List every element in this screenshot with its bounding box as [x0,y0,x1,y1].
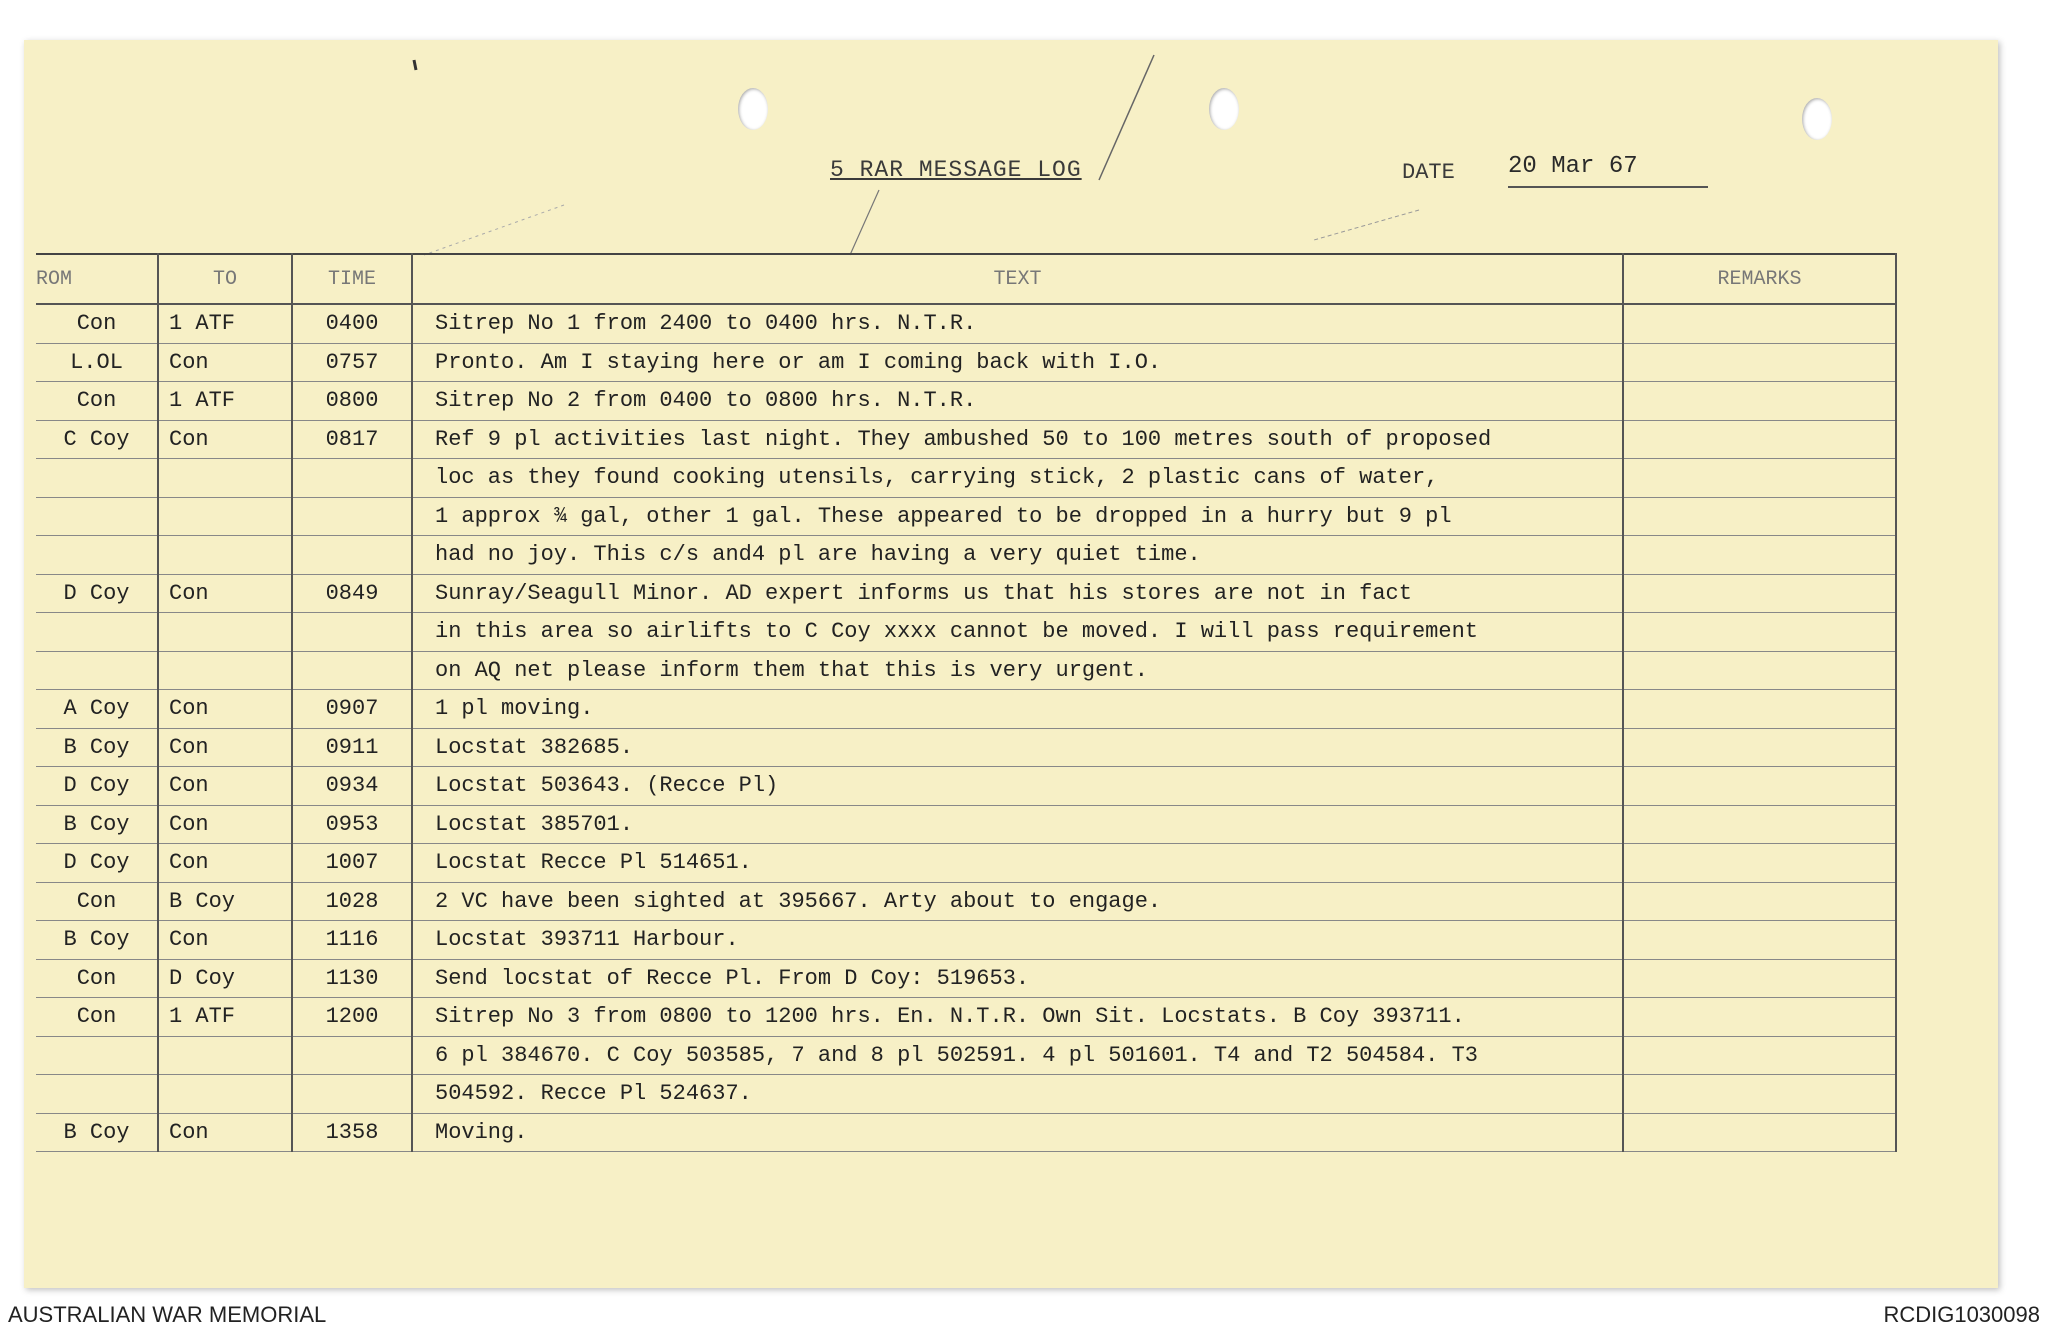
to-cell: 1 ATF [158,998,292,1037]
time-cell: 1200 [292,998,412,1037]
to-cell: 1 ATF [158,304,292,343]
column-header-from: ROM [36,254,158,304]
time-cell: 0934 [292,767,412,806]
from-cell: Con [36,382,158,421]
text-cell: loc as they found cooking utensils, carrying stick, 2 plastic cans of water, [412,459,1623,498]
time-cell [292,613,412,652]
from-cell [36,651,158,690]
table-row [36,651,1896,690]
time-cell: 0800 [292,382,412,421]
text-cell: Sitrep No 2 from 0400 to 0800 hrs. N.T.R. [412,382,1623,421]
remarks-cell [1623,690,1896,729]
table-row [36,921,1896,960]
table-row [36,1075,1896,1114]
to-cell: Con [158,728,292,767]
text-cell: Sitrep No 3 from 0800 to 1200 hrs. En. N.T.R. Own Sit. Locstats. B Coy 393711. [412,998,1623,1037]
remarks-cell [1623,1113,1896,1152]
remarks-cell [1623,420,1896,459]
text-cell: 6 pl 384670. C Coy 503585, 7 and 8 pl 502591. 4 pl 501601. T4 and T2 504584. T3 [412,1036,1623,1075]
to-cell: Con [158,844,292,883]
text-cell: Moving. [412,1113,1623,1152]
from-cell: Con [36,882,158,921]
from-cell: B Coy [36,1113,158,1152]
column-header-text: TEXT [412,254,1623,304]
to-cell [158,1075,292,1114]
to-cell: Con [158,805,292,844]
archive-credit: AUSTRALIAN WAR MEMORIAL [8,1302,327,1327]
message-log-table [36,253,1897,1152]
time-cell: 0953 [292,805,412,844]
column-header-remarks: REMARKS [1623,254,1896,304]
remarks-cell [1623,767,1896,806]
from-cell [36,536,158,575]
document-title: 5 RAR MESSAGE LOG [830,157,1082,183]
text-cell: 1 pl moving. [412,690,1623,729]
from-cell: B Coy [36,728,158,767]
table-row [36,382,1896,421]
remarks-cell [1623,921,1896,960]
time-cell [292,497,412,536]
remarks-cell [1623,844,1896,883]
text-cell: Locstat 385701. [412,805,1623,844]
date-value: 20 Mar 67 [1508,153,1708,188]
remarks-cell [1623,728,1896,767]
remarks-cell [1623,651,1896,690]
time-cell: 0757 [292,343,412,382]
from-cell: B Coy [36,805,158,844]
time-cell: 1130 [292,959,412,998]
text-cell: 1 approx ¾ gal, other 1 gal. These appeared to be dropped in a hurry but 9 pl [412,497,1623,536]
time-cell: 1007 [292,844,412,883]
remarks-cell [1623,343,1896,382]
text-cell: Pronto. Am I staying here or am I coming back with I.O. [412,343,1623,382]
table-row [36,420,1896,459]
table-row [36,497,1896,536]
table-row [36,690,1896,729]
table-row [36,844,1896,883]
time-cell: 1028 [292,882,412,921]
from-cell: B Coy [36,921,158,960]
time-cell: 0849 [292,574,412,613]
remarks-cell [1623,805,1896,844]
table-row [36,1113,1896,1152]
to-cell [158,497,292,536]
to-cell: 1 ATF [158,382,292,421]
table-row [36,536,1896,575]
column-header-to: TO [158,254,292,304]
time-cell [292,1075,412,1114]
to-cell [158,1036,292,1075]
text-cell: 2 VC have been sighted at 395667. Arty about to engage. [412,882,1623,921]
to-cell: Con [158,343,292,382]
text-cell: Send locstat of Recce Pl. From D Coy: 519653. [412,959,1623,998]
table-row [36,574,1896,613]
to-cell: Con [158,1113,292,1152]
remarks-cell [1623,304,1896,343]
remarks-cell [1623,497,1896,536]
table-row [36,1036,1896,1075]
date-label: DATE [1402,160,1455,185]
time-cell: 0817 [292,420,412,459]
from-cell: D Coy [36,574,158,613]
time-cell [292,651,412,690]
from-cell [36,1075,158,1114]
time-cell: 0907 [292,690,412,729]
table-header-row [36,254,1896,304]
from-cell: C Coy [36,420,158,459]
to-cell [158,651,292,690]
remarks-cell [1623,998,1896,1037]
text-cell: in this area so airlifts to C Coy xxxx cannot be moved. I will pass requirement [412,613,1623,652]
remarks-cell [1623,574,1896,613]
table-row [36,959,1896,998]
time-cell [292,536,412,575]
text-cell: Locstat 382685. [412,728,1623,767]
to-cell [158,459,292,498]
time-cell [292,1036,412,1075]
column-header-time: TIME [292,254,412,304]
text-cell: Sitrep No 1 from 2400 to 0400 hrs. N.T.R. [412,304,1623,343]
remarks-cell [1623,1036,1896,1075]
archive-id: RCDIG1030098 [1883,1302,2040,1327]
remarks-cell [1623,882,1896,921]
from-cell [36,459,158,498]
from-cell: D Coy [36,767,158,806]
to-cell: Con [158,767,292,806]
table-row [36,882,1896,921]
remarks-cell [1623,613,1896,652]
text-cell: 504592. Recce Pl 524637. [412,1075,1623,1114]
to-cell: D Coy [158,959,292,998]
to-cell: Con [158,574,292,613]
table-row [36,805,1896,844]
time-cell: 1358 [292,1113,412,1152]
from-cell: A Coy [36,690,158,729]
to-cell [158,536,292,575]
text-cell: had no joy. This c/s and4 pl are having a very quiet time. [412,536,1623,575]
table-row [36,613,1896,652]
from-cell [36,1036,158,1075]
from-cell: D Coy [36,844,158,883]
time-cell [292,459,412,498]
from-cell [36,497,158,536]
from-cell: L.OL [36,343,158,382]
table-row [36,459,1896,498]
from-cell: Con [36,998,158,1037]
time-cell: 0400 [292,304,412,343]
remarks-cell [1623,459,1896,498]
text-cell: Locstat 393711 Harbour. [412,921,1623,960]
text-cell: on AQ net please inform them that this is very urgent. [412,651,1623,690]
remarks-cell [1623,382,1896,421]
text-cell: Sunray/Seagull Minor. AD expert informs us that his stores are not in fact [412,574,1623,613]
time-cell: 0911 [292,728,412,767]
to-cell: Con [158,690,292,729]
to-cell [158,613,292,652]
to-cell: Con [158,921,292,960]
table-row [36,343,1896,382]
table-row [36,998,1896,1037]
text-cell: Locstat Recce Pl 514651. [412,844,1623,883]
table-row [36,728,1896,767]
time-cell: 1116 [292,921,412,960]
from-cell: Con [36,959,158,998]
from-cell [36,613,158,652]
to-cell: B Coy [158,882,292,921]
remarks-cell [1623,959,1896,998]
to-cell: Con [158,420,292,459]
remarks-cell [1623,1075,1896,1114]
text-cell: Locstat 503643. (Recce Pl) [412,767,1623,806]
remarks-cell [1623,536,1896,575]
table-row [36,304,1896,343]
table-row [36,767,1896,806]
from-cell: Con [36,304,158,343]
text-cell: Ref 9 pl activities last night. They ambushed 50 to 100 metres south of proposed [412,420,1623,459]
